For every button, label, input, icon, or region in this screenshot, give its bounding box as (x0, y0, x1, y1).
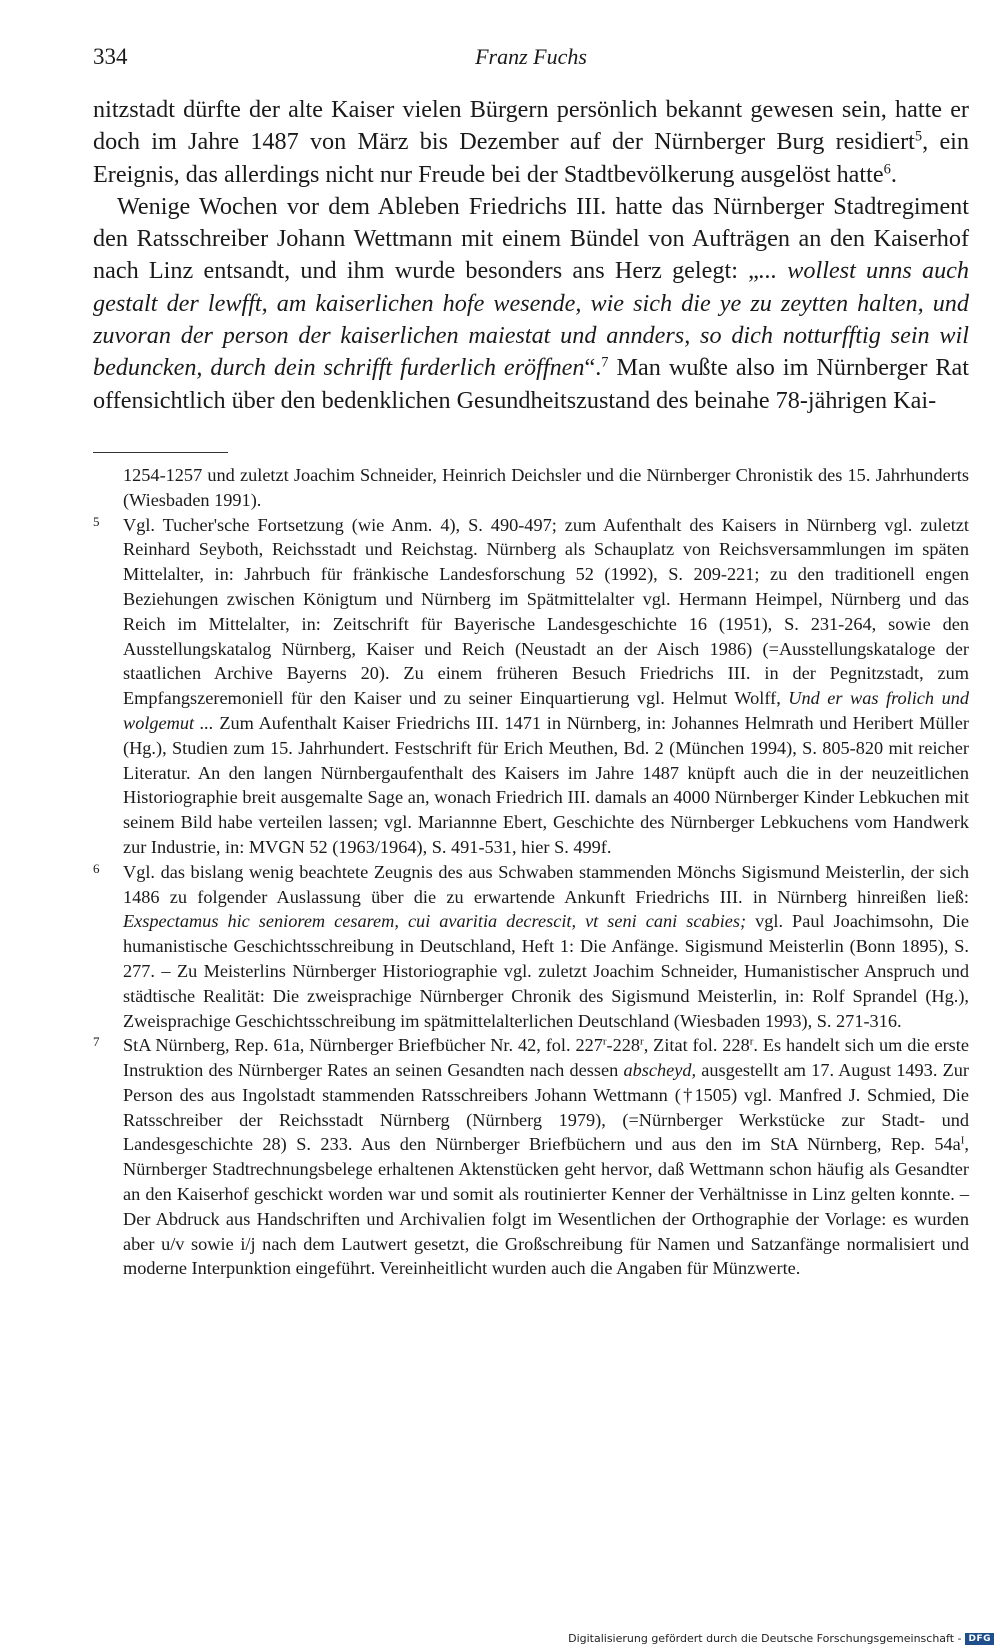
page-number: 334 (93, 44, 128, 69)
superscript: r (602, 1035, 607, 1048)
footnote-5 (93, 513, 969, 860)
footnote-number: 6 (93, 860, 100, 876)
footnote-ref-5[interactable]: 5 (914, 128, 923, 145)
footnote-italic: Und er was frolich und wolgemut ... (123, 688, 969, 733)
footnote-number: 5 (93, 513, 100, 529)
body-text (93, 94, 969, 417)
footnote-continuation (93, 463, 969, 513)
quotation: ... wollest unns auch gestalt der lewfft, am kaiserlichen hofe wesende, wie sich die ye zu zeytten halten, und zuvoran der person der kaiserlichen maiestat und annders, so dich notturfftig sein wil beduncken, durch dein schrifft furderlich eröffnen (93, 257, 969, 382)
footnote-text: , Zitat fol. 228 (643, 1035, 750, 1056)
page (93, 44, 969, 1281)
superscript: r (749, 1035, 754, 1048)
paragraph-text: Man wußte also im Nürnberger Rat offensichtlich über den bedenklichen Gesundheitszustand des beinahe 78-jährigen Kai- (93, 354, 969, 414)
paragraph-text: , ein Ereignis, das allerdings nicht nur Freude bei der Stadtbevölkerung ausgelöst hatte (93, 128, 969, 188)
footnote-number: 7 (93, 1034, 100, 1050)
footnote-divider (93, 452, 228, 453)
superscript: I (960, 1134, 965, 1147)
footnote-italic: abscheyd, (623, 1060, 697, 1081)
paragraph-2 (93, 191, 969, 417)
page-header (93, 44, 969, 74)
footnote-text: ausgestellt am 17. August 1493. Zur Person des aus Ingolstadt stammenden Ratsschreibers Johann Wettmann (†1505) vgl. Manfred J. Schmied, Die Ratsschreiber der Reichsstadt Nürnberg (Nürnberg 1979), (=Nürnberger Werkstücke zur Stadt- und Landesgeschichte 28) S. 233. Aus den Nürnberger Briefbüchern und aus den im StA Nürnberg, Rep. 54a (123, 1060, 969, 1155)
paragraph-1 (93, 94, 969, 191)
footnote-italic: Exspectamus hic seniorem cesarem, cui avaritia decrescit, vt seni cani scabies; (123, 911, 747, 932)
footnote-text: Vgl. das bislang wenig beachtete Zeugnis des aus Schwaben stammenden Mönchs Sigismund Meisterlin, der sich 1486 zu folgender Auslassung über die zu erwartende Ankunft Friedrichs III. in Nürnberg hinreißen ließ: (123, 861, 969, 907)
footnote-text: vgl. Paul Joachimsohn, Die humanistische Geschichtsschreibung in Deutschland, Heft 1: Die Anfänge. Sigismund Meisterlin (Bonn 1895), S. 277. – Zu Meisterlins Nürnberger Historiographie vgl. zuletzt Joachim Schneider, Humanistischer Anspruch und städtische Realität: Die zweisprachige Nürnberger Chronik des Sigismund Meisterlin, in: Rolf Sprandel (Hg.), Zweisprachige Geschichtsschreibung im spätmittelalterlichen Deutschland (Wiesbaden 1993), S. 271-316. (123, 911, 969, 1031)
paragraph-text: “. (584, 354, 602, 382)
footnote-text: Zum Aufenthalt Kaiser Friedrichs III. 1471 in Nürnberg, in: Johannes Helmrath und Heribert Müller (Hg.), Studien zum 15. Jahrhundert. Festschrift für Erich Meuthen, Bd. 2 (München 1994), S. 805-820 mit reicher Literatur. An den langen Nürnbergaufenthalt des Kaisers im Jahre 1487 knüpft auch die in der neuzeitlichen Historiographie breit ausgemalte Sage an, wonach Friedrich III. damals an 4000 Nürnberger Kinder Lebkuchen mit seinem Bild habe verteilen lassen; vgl. Mariannne Ebert, Geschichte des Nürnberger Lebkuchens vom Handwerk zur Industrie, in: MVGN 52 (1963/1964), S. 491-531, hier S. 499f. (123, 712, 969, 857)
footnote-text: . Es handelt sich um die erste Instruktion des Nürnberger Rates an seinen Gesandten nach dessen (123, 1035, 969, 1081)
running-title: Franz Fuchs (475, 44, 587, 69)
footnote-text: , Nürnberger Stadtrechnungsbelege erhaltenen Aktenstücken geht hervor, daß Wettmann schon häufig als Gesandter an den Kaiserhof geschickt worden war und somit als routinierter Kenner der Verhältnisse in Linz gelten konnte. – Der Abdruck aus Handschriften und Archivalien folgt im Wesentlichen der Orthographie der Vorlage: es wurden aber u/v sowie i/j nach dem Lautwert gesetzt, die Großschreibung für Namen und Satzanfänge normalisiert und moderne Interpunktion eingeführt. Vereinheitlicht wurden auch die Angaben für Münzwerte. (123, 1134, 969, 1279)
paragraph-text: . (890, 160, 897, 188)
footnotes (93, 463, 969, 1281)
credit-text: Digitalisierung gefördert durch die Deutsche Forschungsgemeinschaft - (568, 1632, 962, 1645)
dfg-logo-icon: DFG (965, 1633, 994, 1645)
paragraph-text: Wenige Wochen vor dem Ableben Friedrichs III. hatte das Nürnberger Stadtregiment den Ratsschreiber Johann Wettmann mit einem Bündel von Aufträgen an den Kaiserhof nach Linz entsandt, und ihm wurde besonders ans Herz gelegt: „ (93, 192, 969, 285)
footnote-ref-7[interactable]: 7 (601, 354, 609, 371)
digitization-credit (568, 1632, 994, 1645)
footnote-text: Vgl. Tucher'sche Fortsetzung (wie Anm. 4), S. 490-497; zum Aufenthalt des Kaisers in Nürnberg vgl. zuletzt Reinhard Seyboth, Reichsstadt und Reichstag. Nürnberg als Schauplatz von Reichsversammlungen im späten Mittelalter, in: Jahrbuch für fränkische Landesforschung 52 (1992), S. 209-221; zu den traditionell engen Beziehungen zwischen Königtum und Nürnberg im Spätmittelalter vgl. Hermann Heimpel, Nürnberg und das Reich im Mittelalter, in: Zeitschrift für Bayerische Landesgeschichte 16 (1951), S. 231-264, sowie den Ausstellungskatalog Nürnberg, Kaiser und Reich (Neustadt an der Aisch 1986) (=Ausstellungskataloge der staatlichen Archive Bayerns 20). Zu einem früheren Besuch Friedrichs III. in der Pegnitzstadt, zum Empfangszeremoniell für den Kaiser und zu seiner Einquartierung vgl. Helmut Wolff, (123, 514, 969, 709)
footnote-ref-6[interactable]: 6 (883, 160, 891, 177)
footnote-text: 1254-1257 und zuletzt Joachim Schneider, Heinrich Deichsler und die Nürnberger Chronistik des 15. Jahrhunderts (Wiesbaden 1991). (123, 464, 969, 510)
superscript: r (640, 1035, 644, 1048)
footnote-6 (93, 860, 969, 1034)
footnote-text: StA Nürnberg, Rep. 61a, Nürnberger Briefbücher Nr. 42, fol. 227 (123, 1035, 603, 1056)
footnote-7 (93, 1033, 969, 1281)
paragraph-text: nitzstadt dürfte der alte Kaiser vielen Bürgern persönlich bekannt gewesen sein, hatte er doch im Jahre 1487 von März bis Dezember auf der Nürnberger Burg residiert (93, 96, 969, 156)
footnote-text: -228 (606, 1035, 641, 1056)
